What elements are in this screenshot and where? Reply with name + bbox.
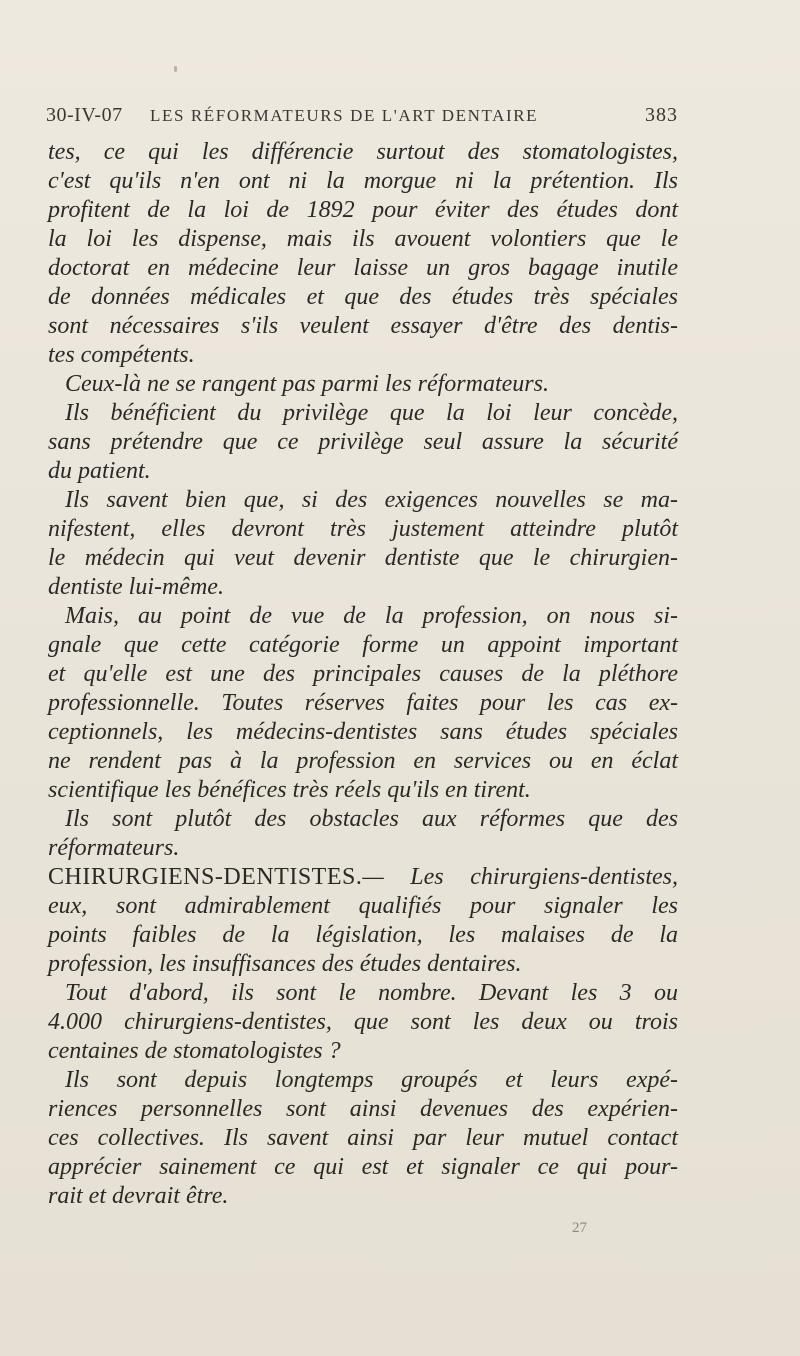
paragraph — [48, 805, 678, 863]
text-line: Mais, au point de vue de la profession, on nous si- — [65, 603, 678, 629]
paragraph — [48, 1066, 678, 1211]
text-line: nifestent, elles devront très justement atteindre plutôt — [48, 516, 678, 542]
text-line: Ils savent bien que, si des exigences nouvelles se ma- — [65, 487, 678, 513]
text-line: du patient. — [48, 458, 151, 484]
text-line: sans prétendre que ce privilège seul assure la sécurité — [48, 429, 678, 455]
paper-speck — [174, 66, 177, 72]
text-line: ne rendent pas à la profession en services ou en éclat — [48, 748, 678, 774]
text-line: sont nécessaires s'ils veulent essayer d'être des dentis- — [48, 313, 678, 339]
text-line — [48, 863, 678, 892]
paragraph — [48, 399, 678, 486]
running-header — [46, 104, 678, 134]
text-line: Ils sont depuis longtemps groupés et leurs expé- — [65, 1067, 678, 1093]
text-line: c'est qu'ils n'en ont ni la morgue ni la prétention. Ils — [48, 168, 678, 194]
paragraph — [48, 863, 678, 979]
text-line: Ils sont plutôt des obstacles aux réformes que des — [65, 806, 678, 832]
text-line: points faibles de la législation, les malaises de la — [48, 922, 678, 948]
paragraph — [48, 979, 678, 1066]
text-line: dentiste lui-même. — [48, 574, 224, 600]
body-text — [48, 138, 678, 1211]
text-line: ces collectives. Ils savent ainsi par leur mutuel contact — [48, 1125, 678, 1151]
text-line: Tout d'abord, ils sont le nombre. Devant les 3 ou — [65, 980, 678, 1006]
text-line: de données médicales et que des études très spéciales — [48, 284, 678, 310]
text-line: eux, sont admirablement qualifiés pour signaler les — [48, 893, 678, 919]
text-line: réformateurs. — [48, 835, 180, 861]
text-line: le médecin qui veut devenir dentiste que le chirurgien- — [48, 545, 678, 571]
paragraph — [48, 370, 678, 399]
page-number: 383 — [645, 104, 678, 126]
paragraph — [48, 138, 678, 370]
signature-mark: 27 — [572, 1220, 587, 1236]
text-line: rait et devrait être. — [48, 1183, 229, 1209]
text-line: professionnelle. Toutes réserves faites pour les cas ex- — [48, 690, 678, 716]
text-line: Ceux-là ne se rangent pas parmi les réformateurs. — [65, 371, 549, 397]
text-line: la loi les dispense, mais ils avouent volontiers que le — [48, 226, 678, 252]
text-line: doctorat en médecine leur laisse un gros bagage inutile — [48, 255, 678, 281]
header-title: LES RÉFORMATEURS DE L'ART DENTAIRE — [150, 106, 539, 125]
text-line: Ils bénéficient du privilège que la loi leur concède, — [65, 400, 678, 426]
header-date: 30-IV-07 — [46, 104, 123, 126]
text-line: 4.000 chirurgiens-dentistes, que sont les deux ou trois — [48, 1009, 678, 1035]
paragraph — [48, 602, 678, 805]
paragraph — [48, 486, 678, 602]
text-line: gnale que cette catégorie forme un appoint important — [48, 632, 678, 658]
text-line: apprécier sainement ce qui est et signaler ce qui pour- — [48, 1154, 678, 1180]
text-line-rest: — Les chirurgiens-dentistes, — [362, 864, 678, 890]
text-line: centaines de stomatologistes ? — [48, 1038, 341, 1064]
text-line: scientifique les bénéfices très réels qu'ils en tirent. — [48, 777, 531, 803]
section-heading: CHIRURGIENS-DENTISTES. — [48, 864, 363, 890]
text-line: ceptionnels, les médecins-dentistes sans études spéciales — [48, 719, 678, 745]
text-line: profession, les insuffisances des études dentaires. — [48, 951, 522, 977]
text-line: tes compétents. — [48, 342, 195, 368]
text-line: et qu'elle est une des principales causes de la pléthore — [48, 661, 678, 687]
text-line: profitent de la loi de 1892 pour éviter des études dont — [48, 197, 678, 223]
text-line: riences personnelles sont ainsi devenues des expérien- — [48, 1096, 678, 1122]
text-line: tes, ce qui les différencie surtout des stomatologistes, — [48, 139, 678, 165]
